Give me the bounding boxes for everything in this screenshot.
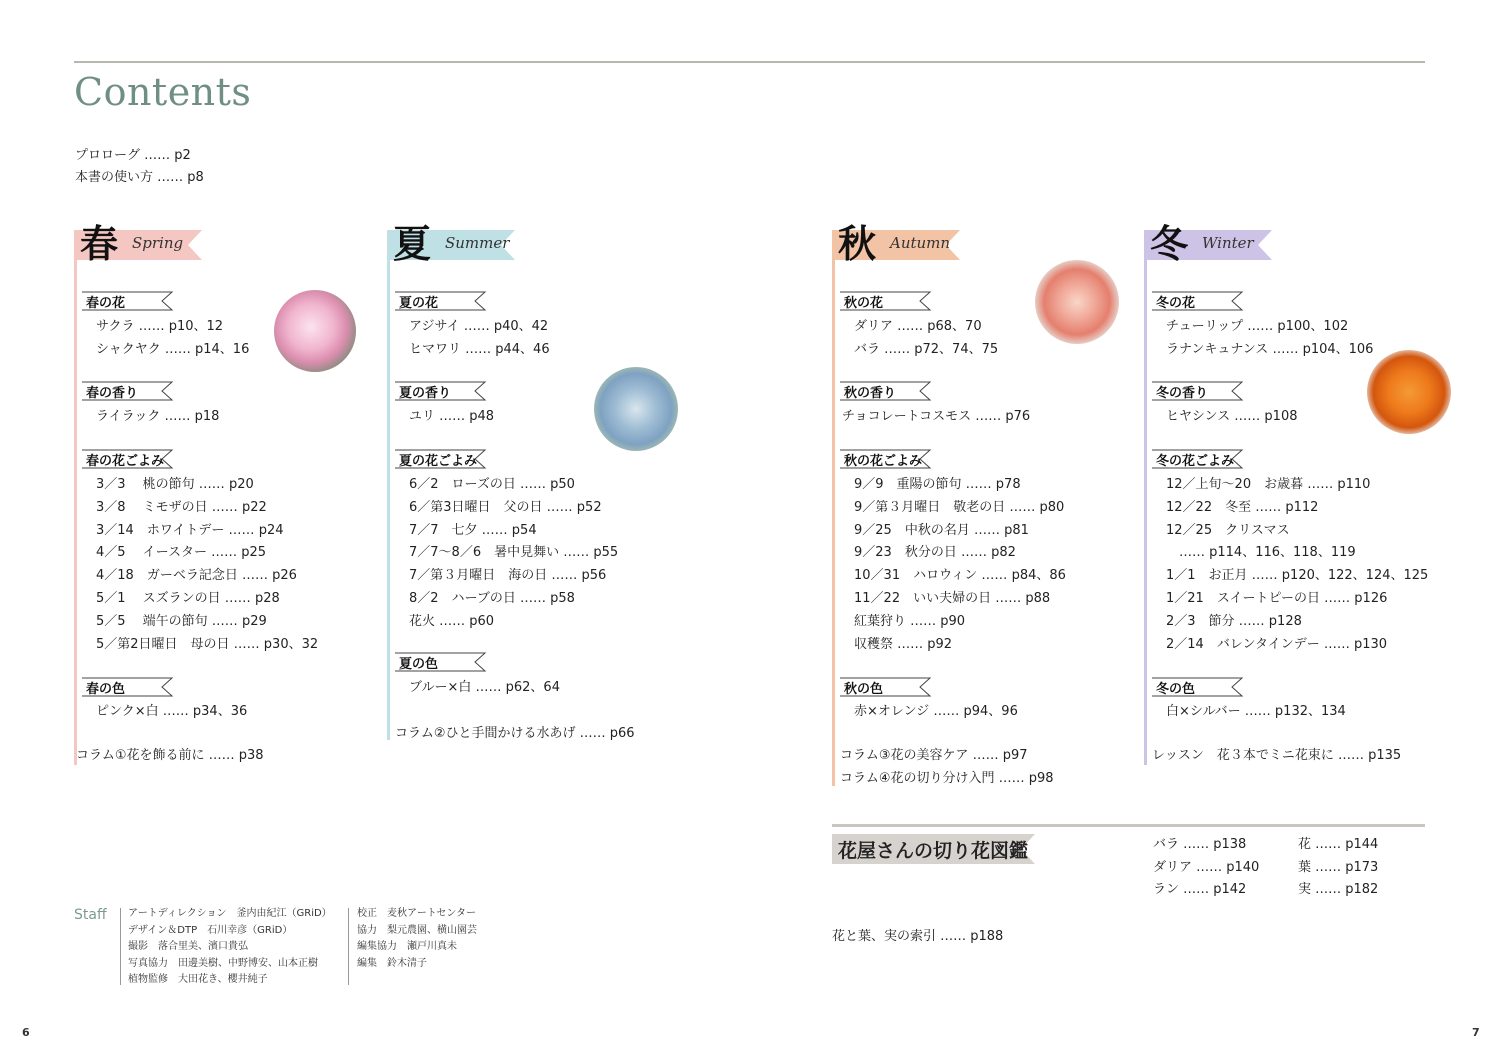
list-item: 9／25 中秋の名月 …… p81	[854, 522, 1029, 538]
list-item: …… p114、116、118、119	[1166, 545, 1356, 561]
hydrangea-photo	[594, 367, 678, 451]
season-english: Summer	[445, 234, 510, 252]
list-item: 6／2 ローズの日 …… p50	[409, 477, 575, 492]
list-item: 5／5 端午の節句 …… p29	[96, 613, 267, 629]
season-kanji: 冬	[1150, 221, 1189, 266]
list-item: 4／5 イースター …… p25	[96, 545, 267, 561]
list-item: 赤×オレンジ …… p94、96	[854, 704, 1018, 719]
list-item: 1／21 スイートピーの日 …… p126	[1166, 590, 1388, 606]
season-vertical-line	[832, 230, 835, 786]
season-autumn: 秋 Autumn 秋の花 ダリア …… p68、70 バラ …… p72、74、75 秋の香り チョコレートコスモス …… p76 秋の花ごよみ 9／9 重陽の節句 …… p78 9／第３月曜日 敬老の日 …… p80 9／25 中秋の名月 …… p81 9／23 秋分の日 …… p82 10／31 ハロウィン …… p84、86 11／22 いい夫婦の日 …… p88 紅葉狩り …… p90 収穫祭 …… p92 秋の色 赤×オレンジ …… p94、96 コラム③花の美容ケア …… p97 コラム④花の切り分け入門 …… p98	[832, 230, 1132, 790]
list-item: 花 …… p144	[1298, 837, 1379, 852]
list-item: 紅葉狩り …… p90	[854, 613, 966, 629]
list-item: ライラック …… p18	[96, 409, 220, 424]
list-item: 8／2 ハーブの日 …… p58	[409, 590, 575, 606]
section-items	[409, 474, 618, 634]
list-item: 2／14 バレンタインデー …… p130	[1166, 636, 1388, 652]
section-items	[409, 406, 494, 429]
season-english: Autumn	[890, 234, 951, 252]
staff-col-1: アートディレクション 釜内由紀江（GRiD） デザイン＆DTP 石川幸彦（GRiD） 撮影 落合里美、濱口貴弘 写真協力 田邊美樹、中野博安、山本正樹 植物監修 大田花き、櫻井純子	[128, 908, 332, 985]
season-english: Winter	[1202, 234, 1254, 252]
list-item: ラン …… p142	[1153, 882, 1247, 897]
zukan-rule	[832, 824, 1425, 827]
column-note: コラム②ひと手間かける水あげ …… p66	[395, 726, 635, 741]
list-item: 12／22 冬至 …… p112	[1166, 499, 1319, 515]
section-items	[96, 701, 247, 724]
section-items	[96, 474, 318, 656]
section-items	[96, 406, 219, 429]
list-item: 2／3 節分 …… p128	[1166, 613, 1302, 629]
list-item: 6／第3日曜日 父の日 …… p52	[409, 499, 602, 515]
list-item: ダリア …… p68、70	[854, 319, 982, 334]
season-vertical-line	[387, 230, 390, 740]
list-item: 9／23 秋分の日 …… p82	[854, 545, 1016, 561]
list-item: バラ …… p138	[1153, 837, 1247, 852]
staff-divider	[120, 908, 121, 985]
section-items	[842, 406, 1030, 429]
list-item: チューリップ …… p100、102	[1166, 319, 1349, 334]
list-item: 5／第2日曜日 母の日 …… p30、32	[96, 636, 319, 652]
section-items	[854, 474, 1066, 656]
staff-divider	[348, 908, 349, 985]
intro-item: プロローグ …… p2	[75, 148, 191, 163]
list-item: 3／3 桃の節句 …… p20	[96, 477, 254, 492]
marigold-photo	[1367, 350, 1451, 434]
page-number-left: 6	[22, 1026, 30, 1039]
list-item: 花火 …… p60	[409, 613, 495, 629]
list-item: バラ …… p72、74、75	[854, 341, 999, 357]
list-item: 実 …… p182	[1298, 882, 1379, 897]
list-item: ヒヤシンス …… p108	[1166, 409, 1298, 424]
list-item: 12／上旬～20 お歳暮 …… p110	[1166, 477, 1371, 492]
list-item: 9／第３月曜日 敬老の日 …… p80	[854, 499, 1065, 515]
page-number-right: 7	[1472, 1026, 1480, 1039]
list-item: 収穫祭 …… p92	[854, 636, 953, 652]
list-item: 白×シルバー …… p132、134	[1166, 704, 1346, 719]
top-rule	[74, 61, 1425, 63]
intro-item: 本書の使い方 …… p8	[75, 170, 204, 185]
column-note: コラム③花の美容ケア …… p97 コラム④花の切り分け入門 …… p98	[840, 748, 1054, 786]
list-item: 12／25 クリスマス	[1166, 522, 1290, 538]
list-item: ヒマワリ …… p44、46	[409, 341, 550, 357]
season-kanji: 春	[80, 221, 119, 266]
section-items	[1166, 701, 1346, 724]
list-item: ラナンキュナンス …… p104、106	[1166, 341, 1374, 357]
list-item: アジサイ …… p40、42	[409, 319, 549, 334]
list-item: 葉 …… p173	[1298, 859, 1379, 875]
list-item: 7／第３月曜日 海の日 …… p56	[409, 568, 607, 584]
index-note: 花と葉、実の索引 …… p188	[832, 929, 1004, 944]
section-items	[1166, 316, 1373, 362]
column-note: レッスン 花３本でミニ花束に …… p135	[1152, 748, 1402, 763]
list-item: 3／14 ホワイトデー …… p24	[96, 522, 284, 538]
season-kanji: 秋	[838, 221, 877, 266]
zukan-heading: 花屋さんの切り花図鑑	[832, 834, 1037, 864]
list-item: 11／22 いい夫婦の日 …… p88	[854, 590, 1051, 606]
section-items	[1166, 474, 1428, 656]
season-kanji: 夏	[393, 221, 432, 266]
column-note: コラム①花を飾る前に …… p38	[76, 748, 264, 763]
season-vertical-line	[1144, 230, 1147, 765]
section-items	[854, 701, 1018, 724]
season-summer: 夏 Summer 夏の花 アジサイ …… p40、42 ヒマワリ …… p44、46 夏の香り ユリ …… p48 夏の花ごよみ 6／2 ローズの日 …… p50 6／第3日曜日 父の日 …… p52 7／7 七夕 …… p54 7／7～8／6 暑中見舞い …… p55 7／第３月曜日 海の日 …… p56 8／2 ハーブの日 …… p58 花火 …… p60 夏の色 ブルー×白 …… p62、64 コラム②ひと手間かける水あげ …… p66	[387, 230, 687, 750]
list-item: 7／7～8／6 暑中見舞い …… p55	[409, 545, 619, 561]
section-items	[96, 316, 249, 362]
season-winter: 冬 Winter 冬の花 チューリップ …… p100、102 ラナンキュナンス …… p104、106 冬の香り ヒヤシンス …… p108 冬の花ごよみ 12／上旬～20 お歳暮 …… p110 12／22 冬至 …… p112 12／25 クリスマス …… p114、116、118、119 1／1 お正月 …… p120、122、124、125 1／21 スイートピーの日 …… p126 2／3 節分 …… p128 2／14 バレンタインデー …… p130 冬の色 白×シルバー …… p132、134 レッスン 花３本でミニ花束に …… p135	[1144, 230, 1444, 770]
contents-title: Contents	[74, 70, 252, 114]
list-item: サクラ …… p10、12	[96, 319, 224, 334]
staff-col-2: 校正 麦秋アートセンター 協力 梨元農園、横山園芸 編集協力 瀬戸川真未 編集 鈴木清子	[357, 908, 477, 969]
dahlia-photo	[1035, 260, 1119, 344]
list-item: シャクヤク …… p14、16	[96, 341, 250, 357]
list-item: ブルー×白 …… p62、64	[409, 680, 560, 695]
list-item: 10／31 ハロウィン …… p84、86	[854, 568, 1066, 584]
list-item: 7／7 七夕 …… p54	[409, 522, 537, 538]
list-item: ダリア …… p140	[1153, 859, 1260, 875]
season-spring: 春 Spring 春の花 サクラ …… p10、12 シャクヤク …… p14、16 春の香り ライラック …… p18 春の花ごよみ 3／3 桃の節句 …… p20 3／8 ミモザの日 …… p22 3／14 ホワイトデー …… p24 4／5 イースター …… p25 4／18 ガーベラ記念日 …… p26 5／1 スズランの日 …… p28 5／5 端午の節句 …… p29 5／第2日曜日 母の日 …… p30、32 春の色 ピンク×白 …… p34、36 コラム①花を飾る前に …… p38	[74, 230, 374, 770]
season-vertical-line	[74, 230, 77, 765]
zukan-list-1	[1153, 834, 1259, 902]
list-item: 4／18 ガーベラ記念日 …… p26	[96, 568, 297, 584]
list-item: ユリ …… p48	[409, 409, 495, 424]
season-english: Spring	[132, 234, 184, 252]
list-item: 3／8 ミモザの日 …… p22	[96, 499, 267, 515]
list-item: 1／1 お正月 …… p120、122、124、125	[1166, 568, 1429, 584]
section-items	[1166, 406, 1298, 429]
zukan-list-2	[1298, 834, 1378, 902]
list-item: ピンク×白 …… p34、36	[96, 704, 248, 719]
list-item: チョコレートコスモス …… p76	[842, 409, 1031, 424]
staff-label: Staff	[74, 907, 107, 923]
peony-photo	[274, 290, 356, 372]
section-items	[409, 677, 560, 700]
section-items	[854, 316, 998, 362]
list-item: 9／9 重陽の節句 …… p78	[854, 477, 1021, 492]
intro-list	[75, 145, 204, 189]
section-items	[409, 316, 550, 362]
list-item: 5／1 スズランの日 …… p28	[96, 590, 280, 606]
